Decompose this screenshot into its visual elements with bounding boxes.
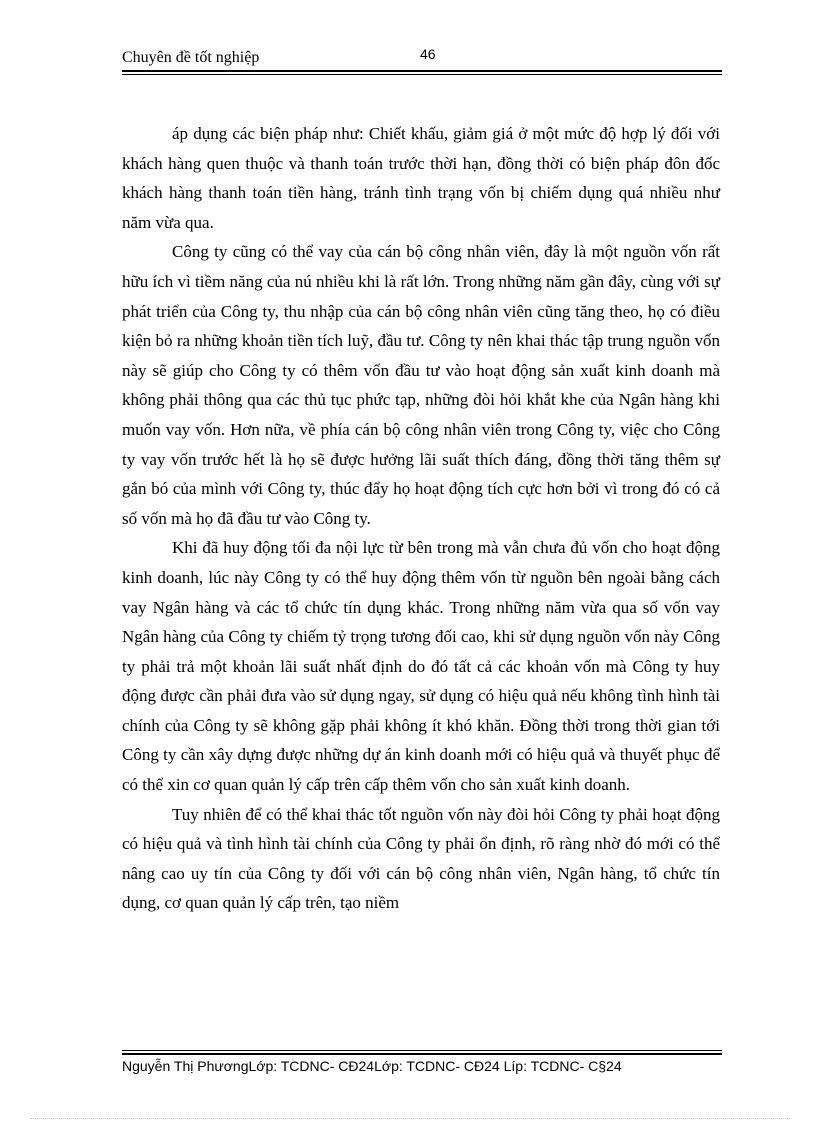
- header-title: Chuyên đề tốt nghiệp: [122, 49, 260, 66]
- paragraph: Khi đã huy động tối đa nội lực từ bên trong mà vẫn chưa đủ vốn cho hoạt động kinh doanh, lúc này Công ty có thể huy động thêm vốn từ nguồn bên ngoài bằng cách vay Ngân hàng và các tổ chức tín dụng khác. Trong những năm vừa qua số vốn vay Ngân hàng của Công ty chiếm tỷ trọng tương đối cao, khi sử dụng nguồn vốn này Công ty phải trả một khoản lãi suất nhất định do đó tất cả các khoản vốn mà Công ty huy động được cần phải đưa vào sử dụng ngay, sử dụng có hiệu quả nếu không tình hình tài chính của Công ty sẽ không gặp phải không ít khó khăn. Đồng thời trong thời gian tới Công ty cần xây dựng được những dự án kinh doanh mới có hiệu quả và thuyết phục để có thể xin cơ quan quản lý cấp trên cấp thêm vốn cho sản xuất kinh doanh.: [122, 538, 720, 795]
- paragraph: Công ty cũng có thể vay của cán bộ công nhân viên, đây là một nguồn vốn rất hữu ích vì tiềm năng của nú nhiều khi là rất lớn. Trong những năm gần đây, cùng với sự phát triển của Công ty, thu nhập của cán bộ công nhân viên cũng tăng theo, họ có điều kiện bỏ ra những khoản tiền tích luỹ, đầu tư. Công ty nên khai thác tập trung nguồn vốn này sẽ giúp cho Công ty có thêm vốn đầu tư vào hoạt động sản xuất kinh doanh mà không phải thông qua các thủ tục phức tạp, những đòi hỏi khắt khe của Ngân hàng khi muốn vay vốn. Hơn nữa, về phía cán bộ công nhân viên trong Công ty, việc cho Công ty vay vốn trước hết là họ sẽ được hưởng lãi suất thích đáng, đồng thời tăng thêm sự gắn bó của mình với Công ty, thúc đẩy họ hoạt động tích cực hơn bởi vì trong đó có cả số vốn mà họ đã đầu tư vào Công ty.: [122, 242, 720, 528]
- footer-rule-thick: [122, 1053, 722, 1055]
- header-rule-thin: [122, 74, 722, 75]
- page-number: 46: [420, 46, 436, 62]
- footer-rule-thin: [122, 1050, 722, 1051]
- header-rule-thick: [122, 70, 722, 72]
- body-text: [122, 119, 720, 918]
- page-bottom-border: [30, 1118, 790, 1119]
- paragraph: Tuy nhiên để có thể khai thác tốt nguồn vốn này đòi hỏi Công ty phải hoạt động có hiệu quả và tình hình tài chính của Công ty phải ổn định, rõ ràng nhờ đó mới có thể nâng cao uy tín của Công ty đối với cán bộ công nhân viên, Ngân hàng, tổ chức tín dụng, cơ quan quản lý cấp trên, tạo niềm: [122, 804, 720, 913]
- page-footer: Nguyễn Thị PhươngLớp: TCDNC- CĐ24Lớp: TCDNC- CĐ24 Líp: TCDNC- C§24: [122, 1058, 622, 1074]
- paragraph: áp dụng các biện pháp như: Chiết khấu, giảm giá ở một mức độ hợp lý đối với khách hàng quen thuộc và thanh toán trước thời hạn, đồng thời có biện pháp đôn đốc khách hàng thanh toán tiền hàng, tránh tình trạng vốn bị chiếm dụng quá nhiều như năm vừa qua.: [122, 124, 720, 232]
